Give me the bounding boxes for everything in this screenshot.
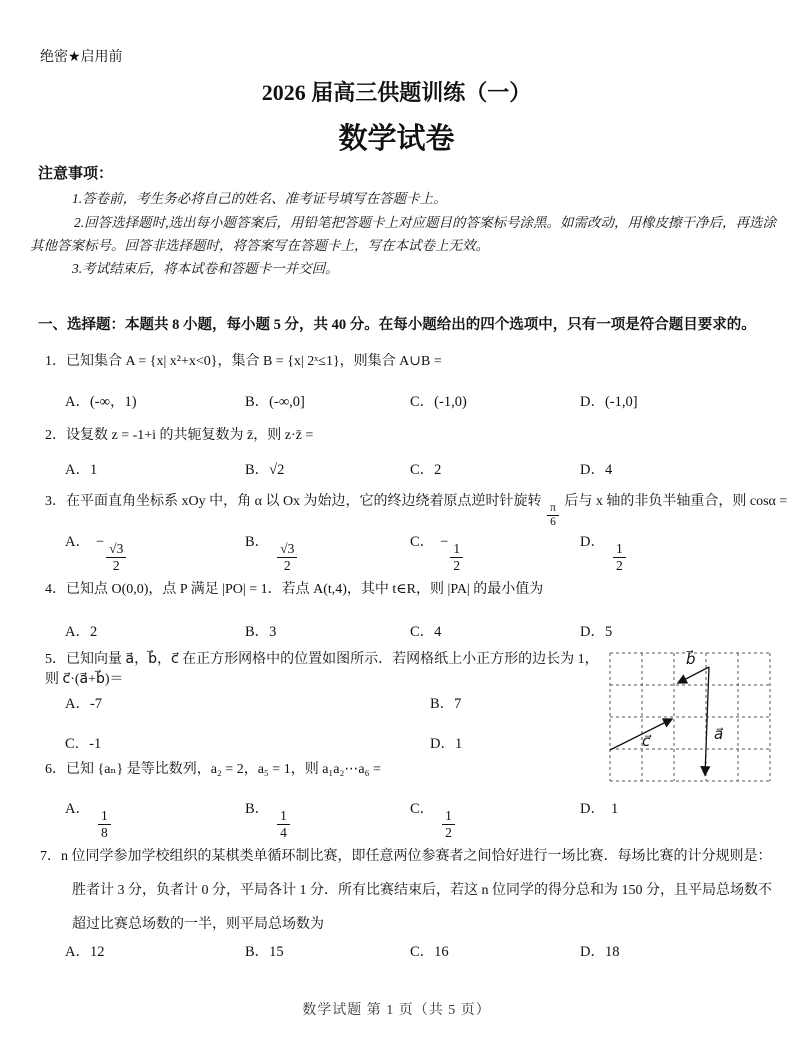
question-2-stem: 2．设复数 z = -1+i 的共轭复数为 z̄，则 z·z̄ = — [45, 428, 314, 443]
notice-item-2: 2.回答选择题时,选出每小题答案后，用铅笔把答题卡上对应题目的答案标号涂黑。如需改动，用橡皮擦干净后，再选涂其他答案标号。回答非选择题时，将答案写在答题卡上，写在本试卷上无效。 — [30, 215, 776, 253]
option-label: B． — [245, 801, 270, 817]
q3-option-c — [410, 530, 580, 573]
section-1-header: 一、选择题：本题共 8 小题，每小题 5 分，共 40 分。在每小题给出的四个选项中，只有一项是符合题目要求的。 — [38, 317, 756, 333]
question-6-stem: 6．已知 {aₙ} 是等比数列，a₂ = 2，a₅ = 1，则 a₁a₂⋯a₆ = — [45, 762, 381, 777]
fraction-denominator: 4 — [280, 824, 287, 840]
minus-sign: − — [440, 534, 449, 550]
question-7-options — [65, 940, 777, 961]
option-label: D． — [580, 534, 605, 550]
notice-item-1: 1.答卷前，考生务必将自己的姓名、准考证号填写在答题卡上。 — [72, 191, 447, 206]
fraction — [442, 808, 455, 840]
q2-option-b: B．√2 — [245, 462, 285, 478]
q3-option-d — [580, 530, 777, 573]
option-label: C． — [410, 801, 435, 817]
option-value: 1 — [610, 801, 619, 817]
fraction-numerator: 1 — [277, 808, 290, 825]
vector-labels — [642, 649, 723, 750]
classification-label: 绝密★启用前 — [40, 50, 123, 65]
option-label: A． — [65, 801, 90, 817]
notice-heading: 注意事项： — [38, 166, 114, 182]
fraction-denominator: 8 — [100, 824, 108, 840]
fraction-numerator: √3 — [277, 541, 297, 558]
q3-option-b — [245, 530, 410, 573]
q7-option-a: A．12 — [65, 944, 105, 960]
page-footer: 数学试题 第 1 页（共 5 页） — [302, 1003, 491, 1018]
fraction-numerator: π — [547, 502, 559, 516]
fraction — [450, 541, 463, 573]
q3-stem-part2: 后与 x 轴的非负半轴重合，则 cosα = — [560, 494, 788, 509]
q2-option-a: A．1 — [65, 462, 98, 478]
fraction — [277, 541, 297, 573]
question-1-options — [65, 390, 777, 411]
q2-option-d: D．4 — [580, 462, 613, 478]
exam-session-title: 2026 届高三供题训练（一） — [261, 80, 532, 105]
fraction — [106, 541, 126, 573]
q4-option-d: D．5 — [580, 624, 613, 640]
vector-a-label: a⃗ — [714, 725, 724, 743]
fraction-numerator: 1 — [442, 808, 455, 825]
q6-option-b — [245, 797, 410, 840]
q1-option-a: A．(-∞，1) — [65, 394, 137, 410]
vector-grid-figure — [604, 645, 786, 797]
q3-stem-part1: 3．在平面直角坐标系 xOy 中，角 α 以 Ox 为始边，它的终边绕着原点逆时针旋转 — [45, 494, 546, 509]
question-2-options — [65, 458, 777, 479]
q7-option-d: D．18 — [580, 944, 620, 960]
q5-option-c: C．-1 — [65, 736, 102, 752]
q4-option-c: C．4 — [410, 624, 442, 640]
fraction-numerator: 1 — [98, 808, 111, 825]
q4-option-a: A．2 — [65, 624, 98, 640]
minus-sign: − — [95, 534, 105, 550]
q6-option-a — [65, 797, 245, 840]
fraction — [613, 541, 626, 573]
q2-option-c: C．2 — [410, 462, 442, 478]
fraction-denominator: 2 — [453, 557, 461, 573]
q7-option-c: C．16 — [410, 944, 449, 960]
question-5-options-row-1 — [65, 692, 605, 713]
q1-option-d: D．(-1,0] — [580, 394, 638, 410]
option-label: D． — [580, 801, 605, 817]
q5-option-d: D．1 — [430, 736, 463, 752]
fraction-denominator: 2 — [283, 557, 291, 573]
pi-over-6-fraction — [547, 502, 559, 529]
fraction-denominator: 2 — [445, 824, 452, 840]
grid-lines — [610, 653, 770, 781]
q3-option-a — [65, 530, 245, 573]
paper-title: 数学试卷 — [338, 123, 455, 155]
question-3-stem — [45, 492, 787, 529]
question-6-options — [65, 797, 777, 840]
q6-option-d — [580, 797, 777, 840]
option-label: C． — [410, 534, 435, 550]
fraction — [277, 808, 290, 840]
question-7-stem: 7．n 位同学参加学校组织的某棋类单循环制比赛，即任意两位参赛者之间恰好进行一场比赛．每场比赛的计分规则是：胜者计 3 分，负者计 0 分，平局各计 1 分．所有比赛结束后，若这 n 位同学的得分总和为 150 分，且平局总场数不超过比赛总场数的一半，则平局总场数为 — [40, 849, 772, 932]
question-4-stem: 4．已知点 O(0,0)，点 P 满足 |PO| = 1．若点 A(t,4)，其中 t∈R，则 |PA| 的最小值为 — [45, 582, 544, 597]
fraction-denominator: 2 — [615, 557, 623, 573]
question-4-options — [65, 620, 777, 641]
fraction — [98, 808, 111, 840]
vector-c-arrow — [610, 719, 672, 750]
fraction-denominator: 2 — [112, 557, 120, 573]
fraction-denominator: 6 — [550, 515, 556, 528]
q7-option-b: B．15 — [245, 944, 284, 960]
q1-option-b: B．(-∞,0] — [245, 394, 305, 410]
vector-b-label: b⃗ — [686, 650, 696, 668]
question-5-options-row-2 — [65, 732, 605, 753]
q5-option-a: A．-7 — [65, 696, 103, 712]
q1-option-c: C．(-1,0) — [410, 394, 467, 410]
q4-option-b: B．3 — [245, 624, 277, 640]
question-1-stem: 1．已知集合 A = {x| x²+x<0}，集合 B = {x| 2ˣ≤1}，则集合 A∪B = — [45, 354, 442, 369]
q6-option-c — [410, 797, 580, 840]
notice-item-3: 3.考试结束后，将本试卷和答题卡一并交回。 — [72, 261, 339, 276]
question-5-stem: 5．已知向量 a⃗，b⃗，c⃗ 在正方形网格中的位置如图所示．若网格纸上小正方形的边长为 1，则 c⃗·(a⃗+b⃗)＝ — [45, 652, 599, 687]
question-3-options — [65, 530, 777, 573]
q5-option-b: B．7 — [430, 696, 462, 712]
fraction-numerator: 1 — [450, 541, 463, 558]
fraction-numerator: √3 — [106, 541, 126, 558]
vector-c-label: c⃗ — [642, 732, 651, 750]
option-label: A． — [65, 534, 90, 550]
option-label: B． — [245, 534, 270, 550]
vector-b-arrow — [678, 667, 709, 683]
fraction-numerator: 1 — [613, 541, 626, 558]
